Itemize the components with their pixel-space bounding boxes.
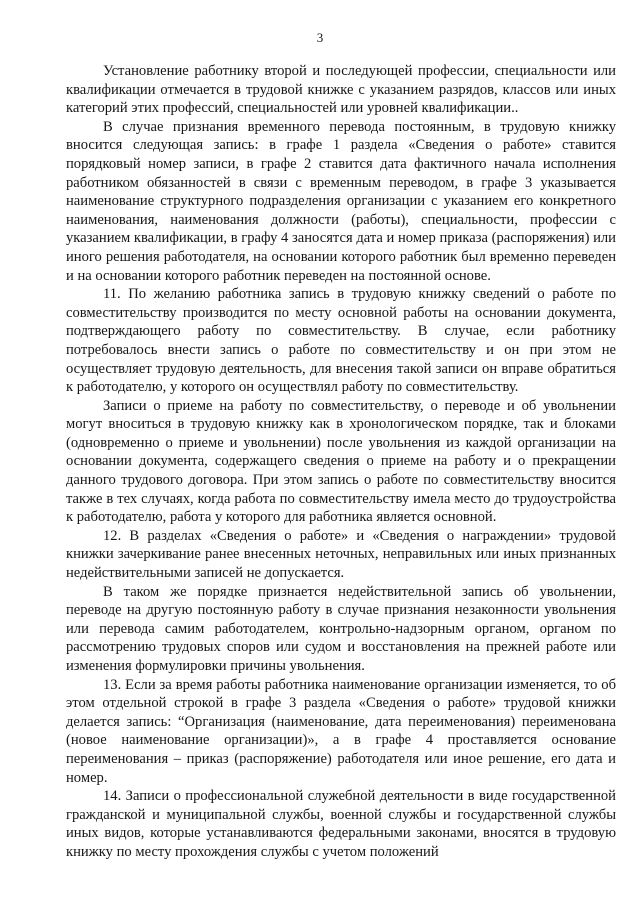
paragraph: Записи о приеме на работу по совместительству, о переводе и об увольнении могут вноситься в трудовую книжку как в хронологическом порядке, так и блоками (одновременно о приеме и увольнении) после увольнения из каждой организации на основании документа, содержащего сведения о приеме на работу и о прекращении данного трудового договора. При этом запись о работе по совместительству вносится также в тех случаях, когда работа по совместительству имела место до трудоустройства к работодателю, работа у которого для работника является основной. <box>66 397 616 526</box>
paragraph: 14. Записи о профессиональной служебной деятельности в виде государственной гражданской и муниципальной службы, военной службы и государственной службы иных видов, которые устанавливаются федеральными законами, вносятся в трудовую книжку по месту прохождения службы с учетом положений <box>66 788 616 860</box>
page-number: 3 <box>316 30 324 45</box>
paragraph: В случае признания временного перевода постоянным, в трудовую книжку вносится следующая запись: в графе 1 раздела «Сведения о работе» ставится порядковый номер записи, в графе 2 ставится дата фактичного начала исполнения работником обязанностей в связи с временным переводом, в графе 3 указывается наименование структурного подразделения организации с указанием его конкретного наименования, наименования должности (работы), специальности, профессии с указанием квалификации, в графу 4 заносятся дата и номер приказа (распоряжения) или иного решения работодателя, на основании которого работник был временно переведен и на основании которого работник переведен на постоянной основе. <box>66 118 616 284</box>
paragraph: Установление работнику второй и последующей профессии, специальности или квалификации отмечается в трудовой книжке с указанием разрядов, классов или иных категорий этих профессий, специальностей или уровней квалификации.. <box>66 63 616 117</box>
paragraph: В таком же порядке признается недействительной запись об увольнении, переводе на другую постоянную работу в случае признания незаконности увольнения или перевода самим работодателем, контрольно-надзорным органом, органом по рассмотрению трудовых споров или судом и восстановления на прежней работе или изменения формулировки причины увольнения. <box>66 583 616 674</box>
paragraph: 13. Если за время работы работника наименование организации изменяется, то об этом отдельной строкой в графе 3 раздела «Сведения о работе» трудовой книжки делается запись: “Организация (наименование, дата переименования) переименована (новое наименование организации)», а в графе 4 проставляется основание переименования – приказ (распоряжение) работодателя или иное решение, его дата и номер. <box>66 676 616 786</box>
paragraph: 12. В разделах «Сведения о работе» и «Сведения о награждении» трудовой книжки зачеркивание ранее внесенных неточных, неправильных или иных признанных недействительными записей не допускается. <box>66 527 616 582</box>
paragraph: 11. По желанию работника запись в трудовую книжку сведений о работе по совместительству производится по месту основной работы на основании документа, подтверждающего работу по совместительству. В случае, если работнику потребовалось внести запись о работе по совместительству и он при этом не осуществляет трудовую деятельность, для внесения такой записи он вправе обратиться к работодателю, у которого он осуществлял работу по совместительству. <box>66 286 616 396</box>
body-text <box>66 62 616 862</box>
